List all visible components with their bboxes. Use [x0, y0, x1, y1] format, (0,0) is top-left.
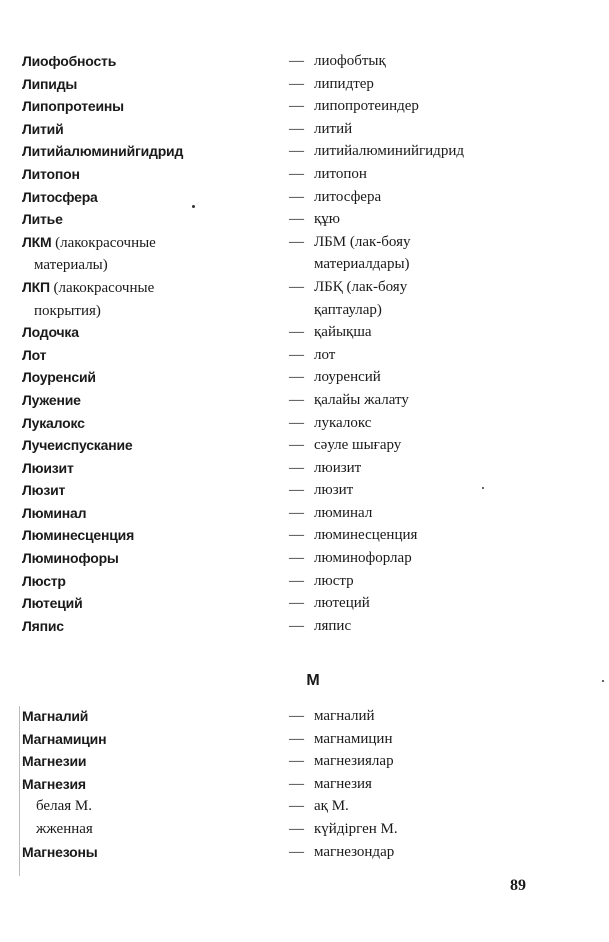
kazakh-term: липопротеиндер	[314, 98, 419, 115]
dash: —	[289, 437, 304, 454]
entry-row	[0, 321, 609, 344]
russian-subterm: жженная	[36, 820, 93, 837]
russian-term: Липиды	[22, 75, 78, 92]
entry-row	[0, 818, 609, 841]
dash: —	[289, 324, 304, 341]
entry-row	[0, 750, 609, 773]
dash: —	[289, 233, 304, 250]
entry-row	[0, 389, 609, 412]
kazakh-term: магнамицин	[314, 730, 393, 747]
entry-row	[0, 276, 609, 321]
entry-row	[0, 728, 609, 751]
kazakh-term: магнезия	[314, 775, 372, 792]
kazakh-term: литий	[314, 120, 353, 137]
dash: —	[289, 730, 304, 747]
russian-term: Люизит	[22, 459, 74, 476]
kazakh-term: қалайы жалату	[314, 391, 409, 408]
entry-row	[0, 163, 609, 186]
entry-row	[0, 140, 609, 163]
kazakh-term: қайықша	[314, 324, 372, 341]
kazakh-term: липидтер	[314, 75, 374, 92]
kazakh-term: лиофобтық	[314, 53, 386, 69]
dash: —	[289, 188, 304, 205]
entry-row	[0, 502, 609, 525]
dash: —	[289, 843, 304, 860]
entry-row	[0, 208, 609, 231]
kazakh-term	[314, 231, 604, 276]
russian-term: Липопротеины	[22, 98, 124, 115]
russian-term: Магнезия	[22, 775, 86, 792]
russian-term: Лот	[22, 346, 47, 363]
kazakh-term: магнезондар	[314, 843, 395, 860]
scan-speck	[482, 487, 484, 489]
kazakh-term: магнезиялар	[314, 753, 394, 770]
dash: —	[289, 820, 304, 837]
kazakh-term: люминал	[314, 504, 373, 521]
dash: —	[289, 414, 304, 431]
dash: —	[289, 775, 304, 792]
dash: —	[289, 98, 304, 115]
scan-speck	[192, 205, 195, 208]
entry-row	[0, 615, 609, 638]
russian-gloss: (лакокрасочные	[53, 279, 155, 296]
dash: —	[289, 278, 304, 295]
entry-row	[0, 570, 609, 593]
kazakh-term-continued: қаптаулар)	[314, 301, 382, 318]
russian-term: Лоуренсий	[22, 369, 96, 386]
dash: —	[289, 143, 304, 160]
kazakh-term: литийалюминийгидрид	[314, 143, 464, 160]
letter-heading: М	[306, 672, 321, 689]
russian-gloss-continued: материалы)	[34, 257, 108, 274]
entry-row	[0, 186, 609, 209]
kazakh-term: люзит	[314, 482, 354, 499]
entry-row	[0, 547, 609, 570]
dash: —	[289, 527, 304, 544]
kazakh-term: магналий	[314, 708, 375, 724]
russian-term: Люзит	[22, 482, 66, 499]
kazakh-term: лоуренсий	[314, 369, 381, 386]
russian-term: Литосфера	[22, 188, 98, 205]
kazakh-term: люминесценция	[314, 527, 418, 544]
russian-term: Лютеций	[22, 595, 83, 612]
russian-term: Люминесценция	[22, 527, 135, 544]
entry-row	[0, 705, 609, 728]
entry-row	[0, 366, 609, 389]
kazakh-term: құю	[314, 211, 340, 228]
russian-term: Лодочка	[22, 324, 79, 341]
dash: —	[289, 165, 304, 182]
kazakh-term: ляпис	[314, 617, 352, 634]
dash: —	[289, 550, 304, 567]
kazakh-term: лютеций	[314, 595, 370, 612]
russian-gloss: (лакокрасочные	[55, 234, 156, 251]
russian-term: Люминал	[22, 504, 87, 521]
russian-term: Литье	[22, 211, 63, 228]
dash: —	[289, 369, 304, 386]
entry-row	[0, 457, 609, 480]
kazakh-term: лукалокс	[314, 414, 372, 431]
kazakh-term: күйдірген М.	[314, 820, 398, 837]
kazakh-term: литосфера	[314, 188, 382, 205]
scan-speck	[602, 680, 604, 682]
kazakh-term: лот	[314, 346, 336, 363]
russian-abbrev: ЛКМ	[22, 233, 52, 250]
entry-row	[0, 434, 609, 457]
entry-row	[0, 118, 609, 141]
russian-term: Литопон	[22, 165, 80, 182]
dash: —	[289, 482, 304, 499]
dash: —	[289, 211, 304, 228]
kazakh-term: ақ М.	[314, 798, 349, 815]
russian-abbrev: ЛКП	[22, 278, 50, 295]
entry-row	[0, 344, 609, 367]
dash: —	[289, 504, 304, 521]
dash: —	[289, 753, 304, 770]
kazakh-term: люминофорлар	[314, 550, 412, 567]
section-m	[0, 705, 609, 863]
russian-term	[22, 276, 284, 322]
entry-row	[0, 795, 609, 818]
dash: —	[289, 798, 304, 815]
russian-term: Лужение	[22, 391, 81, 408]
entry-row	[0, 73, 609, 96]
russian-gloss-continued: покрытия)	[34, 302, 101, 319]
dash: —	[289, 708, 304, 724]
kazakh-term: люстр	[314, 572, 354, 589]
dash: —	[289, 75, 304, 92]
kazakh-term: сәуле шығару	[314, 437, 402, 454]
russian-term: Магнезоны	[22, 843, 98, 860]
dash: —	[289, 459, 304, 476]
page-number: 89	[510, 877, 526, 894]
russian-term: Магнезии	[22, 753, 87, 770]
kazakh-term: люизит	[314, 459, 362, 476]
entry-row	[0, 841, 609, 864]
russian-term: Ляпис	[22, 617, 64, 634]
dash: —	[289, 572, 304, 589]
kazakh-term-line: ЛБМ (лак-бояу	[314, 233, 411, 250]
russian-term: Магнамицин	[22, 730, 107, 747]
entry-row	[0, 412, 609, 435]
entry-row	[0, 524, 609, 547]
dash: —	[289, 346, 304, 363]
section-l	[0, 50, 609, 637]
russian-term: Литийалюминийгидрид	[22, 143, 184, 160]
entry-row	[0, 50, 609, 73]
entry-row	[0, 773, 609, 796]
dash: —	[289, 120, 304, 137]
kazakh-term: литопон	[314, 165, 367, 182]
dash: —	[289, 617, 304, 634]
russian-term: Лучеиспускание	[22, 437, 133, 454]
entry-row	[0, 479, 609, 502]
entry-row	[0, 95, 609, 118]
russian-term: Лукалокс	[22, 414, 85, 431]
entry-row	[0, 231, 609, 276]
kazakh-term-line: ЛБҚ (лак-бояу	[314, 278, 408, 295]
dash: —	[289, 391, 304, 408]
russian-term	[22, 231, 284, 277]
russian-term: Литий	[22, 120, 64, 137]
russian-term: Лиофобность	[22, 53, 117, 69]
dash: —	[289, 53, 304, 69]
entry-row	[0, 592, 609, 615]
kazakh-term	[314, 276, 604, 321]
russian-term: Магналий	[22, 708, 89, 724]
kazakh-term-continued: материалдары)	[314, 256, 410, 273]
russian-term: Люстр	[22, 572, 66, 589]
dash: —	[289, 595, 304, 612]
russian-subterm: белая М.	[36, 798, 92, 815]
russian-term: Люминофоры	[22, 550, 119, 567]
